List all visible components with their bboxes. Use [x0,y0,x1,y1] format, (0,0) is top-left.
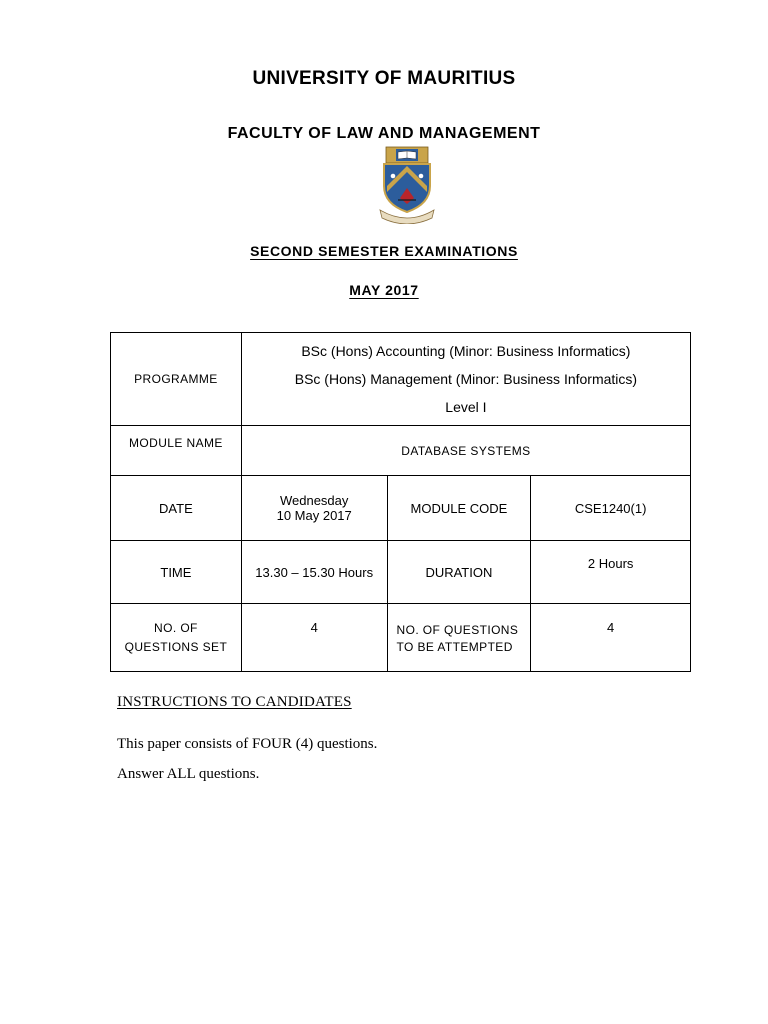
programme-line: BSc (Hons) Accounting (Minor: Business Informatics) [301,343,631,359]
module-code-label: MODULE CODE [387,476,531,541]
programme-line: Level I [445,399,487,415]
time-label: TIME [111,541,242,604]
module-name-label: MODULE NAME [111,426,242,476]
date-label: DATE [111,476,242,541]
date-value [241,476,387,541]
table-row [111,604,691,672]
faculty-title: FACULTY OF LAW AND MANAGEMENT [227,125,541,142]
table-row [111,476,691,541]
table-row [111,333,691,426]
date-day: Wednesday [279,493,349,508]
programme-label: PROGRAMME [111,333,242,426]
programme-value [241,333,690,426]
questions-set-value: 4 [241,604,387,672]
exam-title-text: SECOND SEMESTER EXAMINATIONS [250,243,518,259]
questions-attempt-label-line: NO. OF QUESTIONS [396,623,519,637]
instruction-line: Answer ALL questions. [117,766,260,782]
exam-month-text: MAY 2017 [349,282,419,298]
university-title: UNIVERSITY OF MAURITIUS [252,68,516,89]
table-row [111,541,691,604]
table-row [111,426,691,476]
date-text: 10 May 2017 [276,508,352,523]
instruction-line: This paper consists of FOUR (4) questions. [117,736,378,752]
duration-value: 2 Hours [531,541,691,604]
questions-set-label-line: NO. OF [154,620,198,635]
duration-label: DURATION [387,541,531,604]
questions-attempt-label [387,604,531,672]
instructions-heading: INSTRUCTIONS TO CANDIDATES [117,694,352,710]
exam-info-table [110,332,691,672]
questions-attempt-value: 4 [531,604,691,672]
module-code-value: CSE1240(1) [531,476,691,541]
questions-set-label-line: QUESTIONS SET [124,639,228,654]
questions-attempt-label-line: TO BE ATTEMPTED [396,640,513,654]
module-name-value: DATABASE SYSTEMS [241,426,690,476]
exam-title [0,243,768,259]
questions-set-label [111,604,242,672]
exam-month [0,282,768,298]
university-crest-icon [378,146,436,224]
time-value: 13.30 – 15.30 Hours [241,541,387,604]
programme-line: BSc (Hons) Management (Minor: Business Informatics) [294,371,638,387]
